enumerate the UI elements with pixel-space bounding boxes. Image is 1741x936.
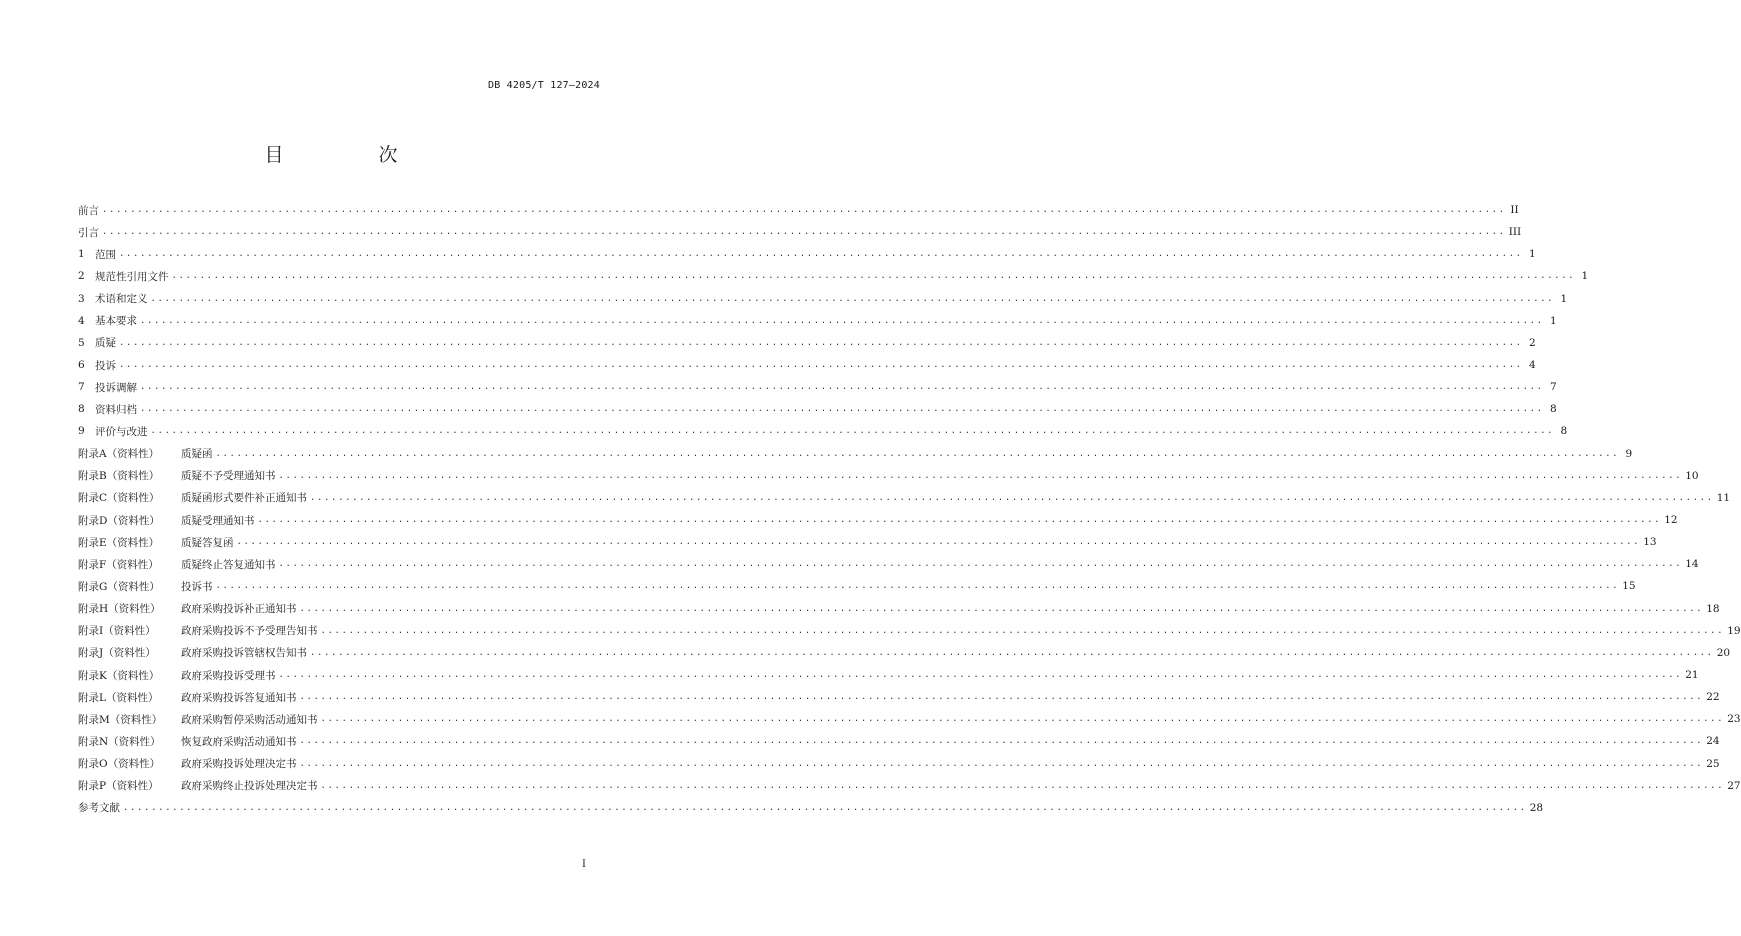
toc-entry-appendix-label: 附录L（资料性）	[78, 691, 159, 704]
toc-entry-page: 4	[1529, 359, 1536, 372]
toc-entry-title: 前言	[78, 204, 99, 217]
toc-dot-leader: ........................................................................................................................................................................................................	[215, 448, 1620, 459]
toc-entry-appendix-label: 附录A（资料性）	[78, 448, 160, 461]
toc-entry-title: 政府采购投诉答复通知书	[181, 691, 297, 704]
toc-entry-appendix-label: 附录E（资料性）	[78, 536, 160, 549]
toc-entry[interactable]	[78, 398, 1557, 420]
toc-entry-page: 1	[1581, 270, 1589, 283]
toc-entry[interactable]	[78, 553, 1699, 575]
toc-entry-title: 质疑函	[181, 448, 213, 461]
toc-entry[interactable]	[78, 642, 1731, 664]
toc-dot-leader: ........................................................................................................................................................................................................	[119, 337, 1523, 348]
toc-entry-page: 1	[1560, 292, 1568, 305]
toc-entry[interactable]	[78, 509, 1678, 531]
toc-entry-title: 评价与改进	[95, 425, 148, 438]
toc-dot-leader: ........................................................................................................................................................................................................	[140, 382, 1544, 393]
toc-entry-page: 18	[1706, 602, 1720, 615]
toc-dot-leader: ........................................................................................................................................................................................................	[299, 692, 1704, 703]
page-title: 目 次	[264, 144, 436, 166]
toc-entry-appendix-label: 附录D（资料性）	[78, 514, 160, 527]
toc-entry-page: 19	[1727, 624, 1741, 637]
toc-dot-leader: ........................................................................................................................................................................................................	[150, 293, 1555, 304]
toc-dot-leader: ........................................................................................................................................................................................................	[299, 758, 1704, 769]
toc-entry[interactable]	[78, 221, 1522, 243]
toc-entry-number: 2	[78, 270, 85, 283]
toc-entry[interactable]	[78, 310, 1557, 332]
toc-dot-leader: ........................................................................................................................................................................................................	[150, 426, 1555, 437]
toc-entry-title: 术语和定义	[95, 293, 148, 306]
toc-entry[interactable]	[78, 575, 1636, 597]
toc-dot-leader: ........................................................................................................................................................................................................	[236, 537, 1641, 548]
toc-dot-leader: ........................................................................................................................................................................................................	[171, 271, 1576, 282]
toc-dot-leader: ........................................................................................................................................................................................................	[299, 736, 1704, 747]
toc-dot-leader: ........................................................................................................................................................................................................	[119, 360, 1523, 371]
toc-entry[interactable]	[78, 487, 1731, 509]
toc-entry[interactable]	[78, 775, 1741, 797]
toc-dot-leader: ........................................................................................................................................................................................................	[299, 603, 1704, 614]
toc-entry-title: 政府采购投诉不予受理告知书	[181, 625, 318, 638]
toc-entry-page: 9	[1625, 447, 1633, 460]
table-of-contents	[78, 199, 1741, 819]
toc-dot-leader: ........................................................................................................................................................................................................	[320, 714, 1725, 725]
toc-entry-page: 7	[1550, 381, 1557, 394]
toc-entry[interactable]	[78, 332, 1536, 354]
toc-entry[interactable]	[78, 730, 1720, 752]
toc-entry[interactable]	[78, 686, 1720, 708]
toc-entry-appendix-label: 附录O（资料性）	[78, 758, 161, 771]
toc-entry-title: 政府采购终止投诉处理决定书	[181, 780, 318, 793]
toc-entry-number: 3	[78, 292, 85, 305]
toc-entry-page: 8	[1560, 425, 1568, 438]
toc-entry-page: 14	[1685, 558, 1699, 571]
toc-entry-title: 基本要求	[95, 315, 137, 328]
toc-entry-page: 20	[1716, 646, 1731, 659]
toc-dot-leader: ........................................................................................................................................................................................................	[320, 780, 1725, 791]
toc-entry-title: 投诉	[95, 359, 116, 372]
toc-entry[interactable]	[78, 620, 1741, 642]
toc-entry-page: 2	[1529, 336, 1536, 349]
toc-entry-page: 28	[1529, 801, 1544, 814]
document-code: DB 4205/T 127—2024	[488, 80, 600, 91]
toc-entry-page: 22	[1706, 691, 1720, 704]
toc-dot-leader: ........................................................................................................................................................................................................	[140, 315, 1544, 326]
toc-entry-title: 恢复政府采购活动通知书	[181, 735, 297, 748]
toc-dot-leader: ........................................................................................................................................................................................................	[310, 492, 1714, 503]
toc-entry-page: 27	[1727, 779, 1741, 792]
toc-entry-appendix-label: 附录F（资料性）	[78, 558, 159, 571]
toc-entry-number: 8	[78, 403, 85, 416]
toc-entry-title: 政府采购暂停采购活动通知书	[181, 713, 318, 726]
toc-entry-number: 9	[78, 425, 85, 438]
toc-dot-leader: ........................................................................................................................................................................................................	[278, 470, 1683, 481]
toc-entry-page: 15	[1622, 580, 1636, 593]
toc-entry-appendix-label: 附录B（资料性）	[78, 470, 160, 483]
toc-entry-number: 5	[78, 336, 85, 349]
toc-dot-leader: ........................................................................................................................................................................................................	[102, 227, 1506, 238]
toc-entry-appendix-label: 附录G（资料性）	[78, 580, 160, 593]
toc-dot-leader: ........................................................................................................................................................................................................	[310, 647, 1714, 658]
toc-entry-page: 10	[1685, 469, 1699, 482]
toc-dot-leader: ........................................................................................................................................................................................................	[215, 581, 1620, 592]
toc-entry-appendix-label: 附录C（资料性）	[78, 492, 160, 505]
toc-dot-leader: ........................................................................................................................................................................................................	[102, 205, 1506, 216]
toc-entry-page: II	[1510, 204, 1519, 217]
toc-entry[interactable]	[78, 443, 1633, 465]
toc-entry-title: 投诉书	[181, 580, 213, 593]
toc-dot-leader: ........................................................................................................................................................................................................	[140, 404, 1544, 415]
toc-entry-page: 12	[1664, 514, 1678, 527]
toc-entry[interactable]	[78, 288, 1568, 310]
toc-entry-page: 21	[1685, 669, 1699, 682]
toc-entry-title: 参考文献	[78, 802, 120, 815]
toc-entry-appendix-label: 附录N（资料性）	[78, 735, 161, 748]
toc-entry[interactable]	[78, 753, 1720, 775]
toc-entry-number: 4	[78, 314, 85, 327]
toc-dot-leader: ........................................................................................................................................................................................................	[278, 559, 1683, 570]
toc-entry-appendix-label: 附录H（资料性）	[78, 603, 161, 616]
toc-entry-page: 8	[1550, 403, 1557, 416]
toc-entry-appendix-label: 附录M（资料性）	[78, 713, 163, 726]
toc-dot-leader: ........................................................................................................................................................................................................	[119, 249, 1523, 260]
toc-entry-title: 质疑终止答复通知书	[181, 558, 276, 571]
toc-entry-page: 1	[1529, 248, 1536, 261]
toc-entry-title: 质疑	[95, 337, 116, 350]
toc-entry-title: 投诉调解	[95, 381, 137, 394]
toc-dot-leader: ........................................................................................................................................................................................................	[278, 670, 1683, 681]
toc-entry-title: 质疑不予受理通知书	[181, 470, 276, 483]
toc-entry-appendix-label: 附录K（资料性）	[78, 669, 160, 682]
toc-entry-number: 1	[78, 248, 85, 261]
toc-entry-title: 引言	[78, 226, 99, 239]
toc-entry-page: 25	[1706, 757, 1720, 770]
toc-dot-leader: ........................................................................................................................................................................................................	[320, 625, 1725, 636]
toc-entry[interactable]	[78, 531, 1657, 553]
toc-entry-title: 范围	[95, 248, 116, 261]
toc-entry[interactable]	[78, 354, 1536, 376]
toc-entry-title: 资料归档	[95, 403, 137, 416]
toc-entry[interactable]	[78, 199, 1519, 221]
toc-entry-page: 13	[1643, 536, 1657, 549]
toc-entry[interactable]	[78, 797, 1544, 819]
toc-entry-page: 1	[1550, 314, 1557, 327]
toc-entry-title: 质疑受理通知书	[181, 514, 255, 527]
toc-entry[interactable]	[78, 598, 1720, 620]
toc-entry-title: 政府采购投诉补正通知书	[181, 603, 297, 616]
toc-entry[interactable]	[78, 265, 1589, 287]
toc-entry-title: 政府采购投诉处理决定书	[181, 758, 297, 771]
toc-entry-page: III	[1508, 226, 1522, 239]
toc-entry-title: 政府采购投诉受理书	[181, 669, 276, 682]
toc-entry[interactable]	[78, 376, 1557, 398]
toc-entry[interactable]	[78, 708, 1741, 730]
toc-entry-appendix-label: 附录J（资料性）	[78, 647, 156, 660]
toc-dot-leader: ........................................................................................................................................................................................................	[123, 802, 1527, 813]
toc-entry-number: 6	[78, 359, 85, 372]
toc-entry-title: 规范性引用文件	[95, 270, 169, 283]
toc-entry[interactable]	[78, 420, 1568, 442]
toc-entry-page: 11	[1716, 491, 1731, 504]
toc-entry-title: 政府采购投诉管辖权告知书	[181, 647, 307, 660]
toc-entry-appendix-label: 附录I（资料性）	[78, 625, 156, 638]
toc-entry-number: 7	[78, 381, 85, 394]
page-number: I	[582, 859, 586, 870]
toc-dot-leader: ........................................................................................................................................................................................................	[257, 515, 1662, 526]
toc-entry[interactable]	[78, 465, 1699, 487]
toc-entry[interactable]	[78, 243, 1536, 265]
toc-entry[interactable]	[78, 664, 1699, 686]
toc-entry-appendix-label: 附录P（资料性）	[78, 780, 159, 793]
toc-entry-title: 质疑函形式要件补正通知书	[181, 492, 307, 505]
toc-entry-page: 24	[1706, 735, 1720, 748]
toc-entry-page: 23	[1727, 713, 1741, 726]
toc-entry-title: 质疑答复函	[181, 536, 234, 549]
